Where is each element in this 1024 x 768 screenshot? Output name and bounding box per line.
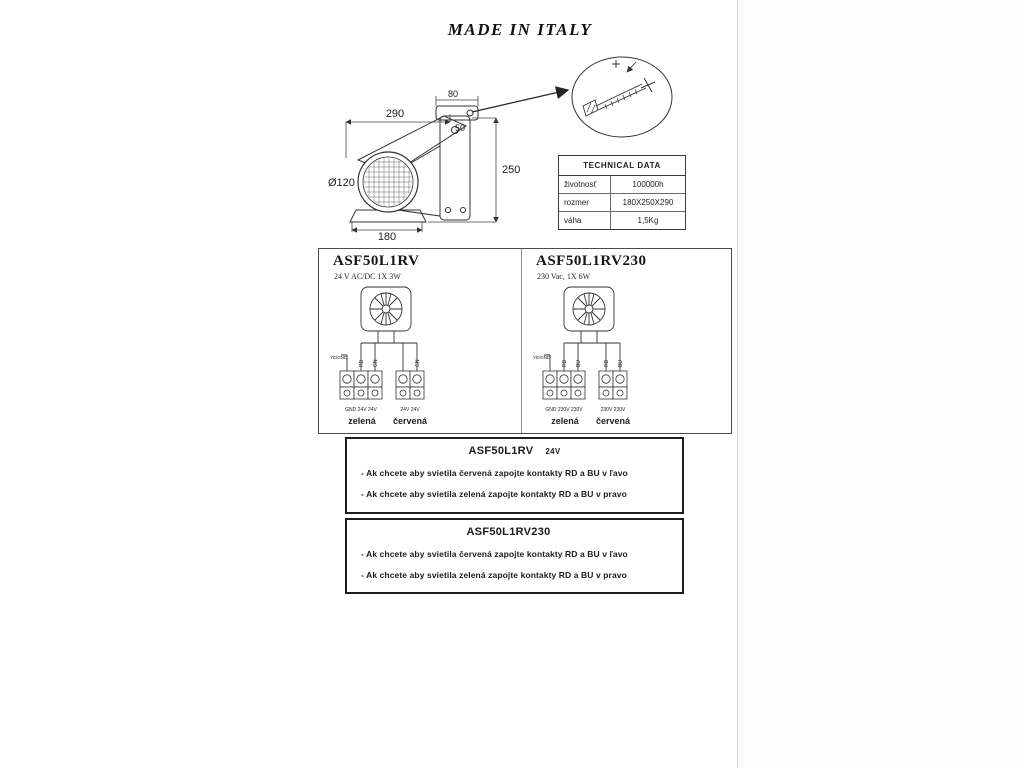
dim-lens-diameter: Ø120 — [328, 177, 355, 189]
model-spec: 24 V AC/DC 1X 3W — [334, 272, 401, 281]
instruction-line: - Ak chcete aby svietila červená zapojte kontakty RD a BU v ľavo — [361, 468, 628, 478]
table-row-label: váha — [559, 212, 611, 229]
lamp-symbol — [564, 287, 614, 331]
instruction-line: - Ak chcete aby svietila červená zapojte kontakty RD a BU v ľavo — [361, 549, 628, 559]
instruction-line: - Ak chcete aby svietila zelená zapojte kontakty RD a BU v pravo — [361, 489, 627, 499]
instruction-line: - Ak chcete aby svietila zelená zapojte kontakty RD a BU v pravo — [361, 570, 627, 580]
model-name: ASF50L1RV — [333, 253, 420, 269]
wire-color-label: BU — [618, 360, 624, 367]
dim-height: 250 — [502, 164, 521, 176]
red-wire-caption: červená — [392, 416, 428, 426]
table-row-value: 180X250X290 — [622, 198, 674, 207]
dim-top-width: 290 — [385, 108, 405, 120]
terminal-group-a-label: GND 230V 230V — [545, 407, 583, 413]
wiring-diagrams-panel — [318, 248, 732, 434]
terminal-group-b-label: 230V 230V — [600, 407, 626, 413]
dim-top-depth: 80 — [448, 89, 459, 99]
wires — [341, 331, 417, 371]
instructions-voltage: 24V — [545, 447, 561, 456]
page-title: MADE IN ITALY — [447, 20, 593, 39]
terminal-group-b-label: 24V 24V — [400, 407, 420, 413]
page-edge-line — [737, 0, 738, 768]
wire-color-label: GN — [415, 359, 421, 367]
wire-color-label: RD — [359, 359, 365, 367]
technical-data-header: TECHNICAL DATA — [559, 156, 685, 176]
beacon-lens — [358, 152, 418, 212]
mounting-detail-bubble — [572, 57, 672, 137]
scan-margin — [738, 0, 1024, 768]
table-row — [559, 194, 685, 212]
technical-data-table — [558, 155, 686, 230]
table-row-value: 1,5Kg — [637, 216, 659, 225]
wire-color-label: BU — [576, 360, 582, 367]
terminal-group-a-label: GND 24V 24V — [345, 407, 377, 413]
dim-bracket: 50 — [455, 123, 466, 133]
wiring-schematic-24v — [329, 285, 521, 431]
terminal-blocks — [340, 371, 424, 399]
gnd-wire-label: YE/GND — [330, 355, 348, 360]
table-row-label: rozmer — [559, 194, 611, 211]
model-name: ASF50L1RV230 — [536, 253, 647, 269]
wire-color-label: RD — [562, 359, 568, 367]
instructions-box-230v — [345, 518, 684, 594]
instructions-model: ASF50L1RV230 — [466, 526, 551, 538]
wiring-diagram-230v — [522, 249, 731, 433]
wire-color-label: RD — [604, 359, 610, 367]
model-spec: 230 Vac, 1X 6W — [537, 272, 591, 281]
wiring-diagram-24v — [319, 249, 521, 433]
terminal-blocks — [543, 371, 627, 399]
detail-leader-arrow — [472, 90, 568, 112]
wiring-schematic-230v — [532, 285, 724, 431]
table-row-value: 100000h — [632, 180, 664, 189]
green-wire-caption: zelená — [551, 416, 579, 426]
dim-base-width: 180 — [377, 231, 397, 243]
table-row-label: životnosť — [559, 176, 611, 193]
wire-color-label: GN — [373, 359, 379, 367]
gnd-wire-label: YE/GND — [533, 355, 551, 360]
instructions-title — [347, 439, 682, 457]
instructions-title — [347, 520, 682, 538]
green-wire-caption: zelená — [348, 416, 376, 426]
table-row — [559, 176, 685, 194]
instructions-box-24v — [345, 437, 684, 514]
instructions-model: ASF50L1RV — [468, 445, 534, 457]
red-wire-caption: červená — [595, 416, 631, 426]
table-row — [559, 212, 685, 229]
lamp-symbol — [361, 287, 411, 331]
